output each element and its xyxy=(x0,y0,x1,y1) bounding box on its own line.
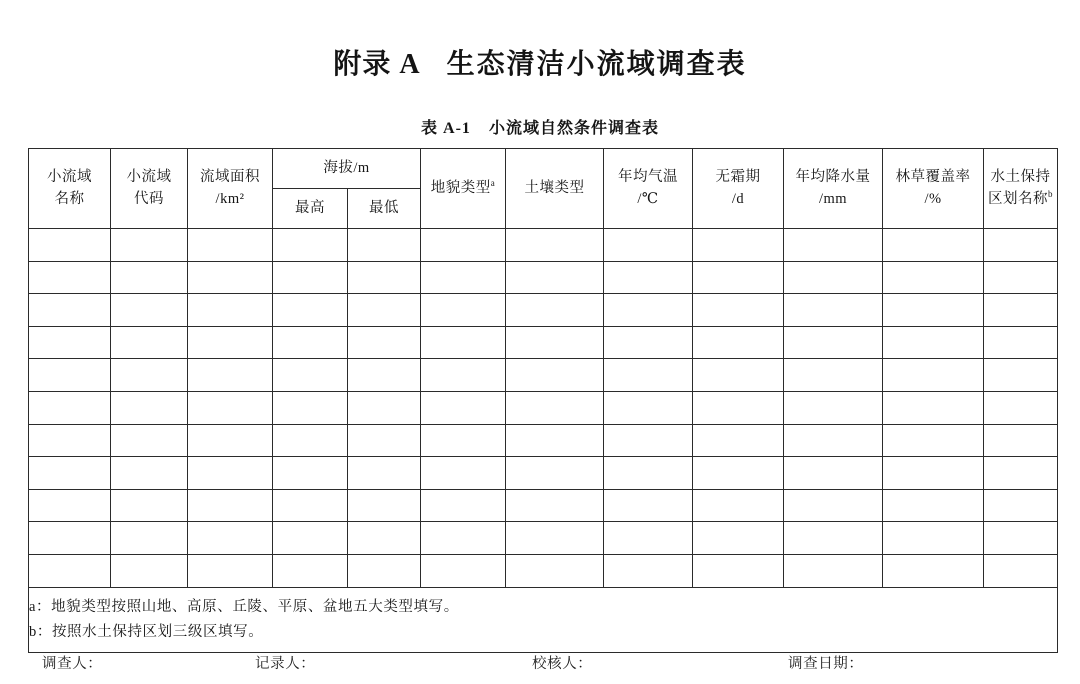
cell-elevation-max[interactable] xyxy=(273,261,348,294)
cell-soil-type[interactable] xyxy=(506,359,604,392)
cell-watershed-code[interactable] xyxy=(111,261,188,294)
cell-elevation-min[interactable] xyxy=(348,391,421,424)
cell-conservation-zone-name[interactable] xyxy=(984,261,1058,294)
cell-watershed-code[interactable] xyxy=(111,391,188,424)
table-caption-label: 表 A-1 xyxy=(421,120,471,137)
cell-elevation-max[interactable] xyxy=(273,229,348,262)
cell-basin-area[interactable] xyxy=(188,489,273,522)
cell-watershed-code[interactable] xyxy=(111,489,188,522)
cell-forest-grass-coverage[interactable] xyxy=(883,359,984,392)
cell-watershed-code[interactable] xyxy=(111,294,188,327)
table-row xyxy=(29,261,1058,294)
column-header-elevation-min: 最低 xyxy=(348,189,421,229)
cell-elevation-max[interactable] xyxy=(273,489,348,522)
cell-forest-grass-coverage[interactable] xyxy=(883,554,984,587)
cell-conservation-zone-name[interactable] xyxy=(984,326,1058,359)
footnote-marker-a: a xyxy=(490,178,496,189)
table-caption xyxy=(0,115,1080,138)
cell-forest-grass-coverage[interactable] xyxy=(883,457,984,490)
table-row xyxy=(29,457,1058,490)
cell-conservation-zone-name[interactable] xyxy=(984,359,1058,392)
cell-conservation-zone-name[interactable] xyxy=(984,424,1058,457)
cell-frost-free-period[interactable] xyxy=(693,326,784,359)
cell-mean-annual-temperature[interactable] xyxy=(604,489,693,522)
column-header-watershed-name: 小流域 名称 xyxy=(29,149,111,229)
cell-landform-type[interactable] xyxy=(421,391,506,424)
table-footnotes-row xyxy=(29,587,1058,652)
cell-watershed-code[interactable] xyxy=(111,424,188,457)
cell-mean-annual-precipitation[interactable] xyxy=(784,424,883,457)
cell-mean-annual-precipitation[interactable] xyxy=(784,489,883,522)
cell-watershed-code[interactable] xyxy=(111,229,188,262)
cell-elevation-min[interactable] xyxy=(348,424,421,457)
cell-mean-annual-temperature[interactable] xyxy=(604,261,693,294)
cell-watershed-name[interactable] xyxy=(29,391,111,424)
cell-basin-area[interactable] xyxy=(188,554,273,587)
table-caption-text: 小流域自然条件调查表 xyxy=(488,120,659,137)
cell-basin-area[interactable] xyxy=(188,391,273,424)
table-header-row-primary xyxy=(29,149,1058,189)
footnote-marker-b: b xyxy=(1048,188,1053,199)
cell-landform-type[interactable] xyxy=(421,554,506,587)
cell-conservation-zone-name[interactable] xyxy=(984,522,1058,555)
cell-elevation-min[interactable] xyxy=(348,294,421,327)
cell-soil-type[interactable] xyxy=(506,457,604,490)
column-header-landform-type: 地貌类型$^a$ xyxy=(421,149,506,229)
cell-elevation-max[interactable] xyxy=(273,457,348,490)
cell-mean-annual-temperature[interactable] xyxy=(604,522,693,555)
cell-elevation-min[interactable] xyxy=(348,554,421,587)
cell-forest-grass-coverage[interactable] xyxy=(883,424,984,457)
cell-watershed-code[interactable] xyxy=(111,522,188,555)
cell-mean-annual-temperature[interactable] xyxy=(604,391,693,424)
cell-soil-type[interactable] xyxy=(506,294,604,327)
cell-forest-grass-coverage[interactable] xyxy=(883,326,984,359)
cell-elevation-max[interactable] xyxy=(273,391,348,424)
cell-conservation-zone-name[interactable] xyxy=(984,229,1058,262)
cell-basin-area[interactable] xyxy=(188,522,273,555)
cell-basin-area[interactable] xyxy=(188,424,273,457)
cell-mean-annual-temperature[interactable] xyxy=(604,359,693,392)
table-body xyxy=(29,229,1058,653)
signature-row xyxy=(28,652,1057,676)
cell-elevation-min[interactable] xyxy=(348,261,421,294)
cell-watershed-name[interactable] xyxy=(29,457,111,490)
cell-soil-type[interactable] xyxy=(506,522,604,555)
cell-mean-annual-precipitation[interactable] xyxy=(784,359,883,392)
cell-conservation-zone-name[interactable] xyxy=(984,489,1058,522)
column-header-mean-annual-precipitation: 年均降水量 /mm xyxy=(784,149,883,229)
cell-watershed-code[interactable] xyxy=(111,457,188,490)
cell-soil-type[interactable] xyxy=(506,326,604,359)
cell-soil-type[interactable] xyxy=(506,229,604,262)
cell-elevation-min[interactable] xyxy=(348,457,421,490)
cell-mean-annual-precipitation[interactable] xyxy=(784,522,883,555)
cell-frost-free-period[interactable] xyxy=(693,489,784,522)
cell-frost-free-period[interactable] xyxy=(693,554,784,587)
cell-mean-annual-temperature[interactable] xyxy=(604,229,693,262)
cell-watershed-code[interactable] xyxy=(111,326,188,359)
cell-landform-type[interactable] xyxy=(421,489,506,522)
cell-mean-annual-temperature[interactable] xyxy=(604,294,693,327)
cell-elevation-max[interactable] xyxy=(273,294,348,327)
cell-basin-area[interactable] xyxy=(188,326,273,359)
cell-frost-free-period[interactable] xyxy=(693,359,784,392)
column-header-frost-free-period: 无霜期 /d xyxy=(693,149,784,229)
cell-mean-annual-precipitation[interactable] xyxy=(784,391,883,424)
cell-elevation-max[interactable] xyxy=(273,522,348,555)
cell-elevation-max[interactable] xyxy=(273,326,348,359)
cell-mean-annual-temperature[interactable] xyxy=(604,457,693,490)
cell-mean-annual-temperature[interactable] xyxy=(604,424,693,457)
cell-mean-annual-precipitation[interactable] xyxy=(784,326,883,359)
table-row xyxy=(29,229,1058,262)
cell-basin-area[interactable] xyxy=(188,229,273,262)
cell-landform-type[interactable] xyxy=(421,359,506,392)
cell-soil-type[interactable] xyxy=(506,261,604,294)
cell-mean-annual-precipitation[interactable] xyxy=(784,229,883,262)
cell-frost-free-period[interactable] xyxy=(693,457,784,490)
cell-basin-area[interactable] xyxy=(188,457,273,490)
cell-basin-area[interactable] xyxy=(188,261,273,294)
cell-mean-annual-precipitation[interactable] xyxy=(784,261,883,294)
column-header-watershed-code: 小流域 代码 xyxy=(111,149,188,229)
cell-forest-grass-coverage[interactable] xyxy=(883,294,984,327)
footnote-b: b：按照水土保持区划三级区填写。 xyxy=(29,623,264,640)
cell-landform-type[interactable] xyxy=(421,424,506,457)
column-header-soil-type: 土壤类型 xyxy=(506,149,604,229)
cell-frost-free-period[interactable] xyxy=(693,261,784,294)
column-header-elevation: 海拔/m xyxy=(273,149,421,189)
document-title-text: 生态清洁小流域调查表 xyxy=(446,49,747,80)
cell-watershed-name[interactable] xyxy=(29,359,111,392)
cell-watershed-name[interactable] xyxy=(29,489,111,522)
cell-conservation-zone-name[interactable] xyxy=(984,391,1058,424)
cell-elevation-min[interactable] xyxy=(348,326,421,359)
cell-mean-annual-temperature[interactable] xyxy=(604,554,693,587)
cell-mean-annual-precipitation[interactable] xyxy=(784,554,883,587)
cell-frost-free-period[interactable] xyxy=(693,522,784,555)
cell-frost-free-period[interactable] xyxy=(693,391,784,424)
table-row xyxy=(29,391,1058,424)
cell-frost-free-period[interactable] xyxy=(693,229,784,262)
cell-basin-area[interactable] xyxy=(188,294,273,327)
table-row xyxy=(29,522,1058,555)
field-survey-date[interactable]: 调查日期： xyxy=(788,656,864,672)
table-row xyxy=(29,294,1058,327)
cell-forest-grass-coverage[interactable] xyxy=(883,522,984,555)
cell-landform-type[interactable] xyxy=(421,457,506,490)
table-row xyxy=(29,489,1058,522)
cell-landform-type[interactable] xyxy=(421,294,506,327)
cell-mean-annual-temperature[interactable] xyxy=(604,326,693,359)
column-header-elevation-max: 最高 xyxy=(273,189,348,229)
cell-elevation-max[interactable] xyxy=(273,554,348,587)
cell-soil-type[interactable] xyxy=(506,489,604,522)
cell-elevation-min[interactable] xyxy=(348,229,421,262)
cell-elevation-min[interactable] xyxy=(348,489,421,522)
cell-forest-grass-coverage[interactable] xyxy=(883,229,984,262)
footnote-a: a：地貌类型按照山地、高原、丘陵、平原、盆地五大类型填写。 xyxy=(29,598,459,615)
cell-frost-free-period[interactable] xyxy=(693,294,784,327)
cell-elevation-max[interactable] xyxy=(273,359,348,392)
cell-elevation-max[interactable] xyxy=(273,424,348,457)
appendix-label: 附录 A xyxy=(333,49,421,80)
cell-landform-type[interactable] xyxy=(421,522,506,555)
table-row xyxy=(29,359,1058,392)
natural-conditions-survey-table xyxy=(28,148,1058,653)
cell-soil-type[interactable] xyxy=(506,391,604,424)
cell-elevation-min[interactable] xyxy=(348,522,421,555)
cell-soil-type[interactable] xyxy=(506,554,604,587)
cell-soil-type[interactable] xyxy=(506,424,604,457)
cell-watershed-name[interactable] xyxy=(29,294,111,327)
cell-mean-annual-precipitation[interactable] xyxy=(784,294,883,327)
cell-watershed-name[interactable] xyxy=(29,424,111,457)
document-title xyxy=(0,42,1080,82)
field-recorder[interactable]: 记录人： xyxy=(255,656,316,672)
table-footnotes xyxy=(29,587,1058,652)
column-header-basin-area: 流域面积 /km² xyxy=(188,149,273,229)
cell-basin-area[interactable] xyxy=(188,359,273,392)
cell-landform-type[interactable] xyxy=(421,261,506,294)
cell-landform-type[interactable] xyxy=(421,326,506,359)
table-row xyxy=(29,424,1058,457)
cell-watershed-name[interactable] xyxy=(29,261,111,294)
cell-watershed-name[interactable] xyxy=(29,554,111,587)
column-header-forest-grass-coverage: 林草覆盖率 /% xyxy=(883,149,984,229)
cell-frost-free-period[interactable] xyxy=(693,424,784,457)
cell-forest-grass-coverage[interactable] xyxy=(883,391,984,424)
table-row xyxy=(29,554,1058,587)
cell-watershed-name[interactable] xyxy=(29,229,111,262)
cell-watershed-code[interactable] xyxy=(111,359,188,392)
cell-conservation-zone-name[interactable] xyxy=(984,554,1058,587)
cell-landform-type[interactable] xyxy=(421,229,506,262)
table-row xyxy=(29,326,1058,359)
column-header-mean-annual-temperature: 年均气温 /℃ xyxy=(604,149,693,229)
field-investigator[interactable]: 调查人： xyxy=(42,656,103,672)
cell-mean-annual-precipitation[interactable] xyxy=(784,457,883,490)
column-header-conservation-zone-name: 水土保持 区划名称$^b$ xyxy=(984,149,1058,229)
cell-watershed-code[interactable] xyxy=(111,554,188,587)
field-reviewer[interactable]: 校核人： xyxy=(532,656,593,672)
cell-watershed-name[interactable] xyxy=(29,326,111,359)
cell-forest-grass-coverage[interactable] xyxy=(883,489,984,522)
cell-elevation-min[interactable] xyxy=(348,359,421,392)
cell-conservation-zone-name[interactable] xyxy=(984,294,1058,327)
cell-forest-grass-coverage[interactable] xyxy=(883,261,984,294)
cell-watershed-name[interactable] xyxy=(29,522,111,555)
cell-conservation-zone-name[interactable] xyxy=(984,457,1058,490)
